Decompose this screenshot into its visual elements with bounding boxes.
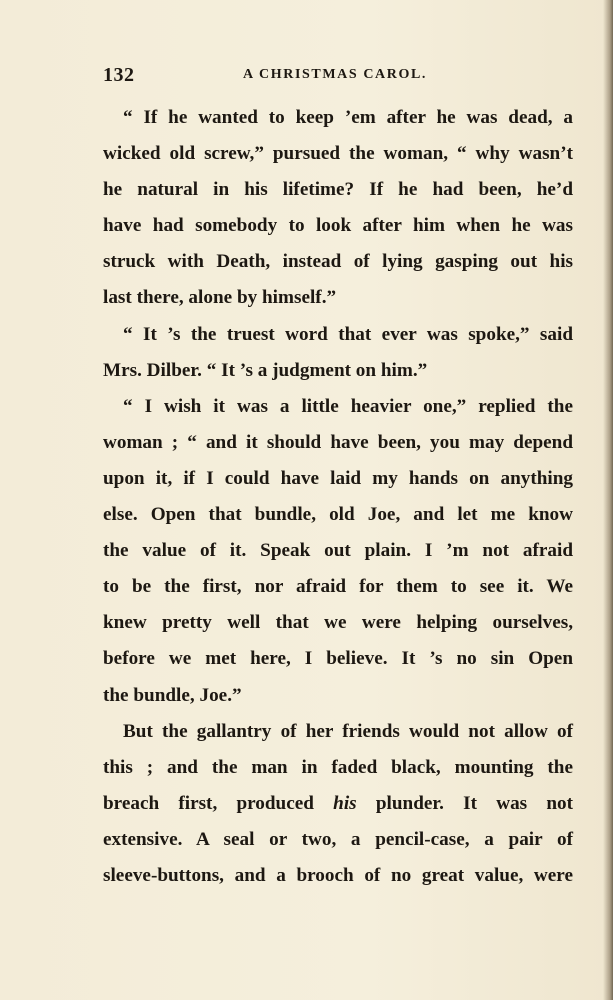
text-line: extensive. A seal or two, a pencil-case, a pair of <box>103 828 573 850</box>
text-line: to be the first, nor afraid for them to see it. We <box>103 576 573 598</box>
text-line: knew pretty well that we were helping ourselves, <box>103 612 573 634</box>
text-line: the value of it. Speak out plain. I ’m not afraid <box>103 540 573 562</box>
emphasis-text: his <box>333 792 357 814</box>
text-line <box>103 786 573 822</box>
text-line: else. Open that bundle, old Joe, and let me know <box>103 504 573 526</box>
text-line: last there, alone by himself.” <box>103 287 337 309</box>
text-line: this ; and the man in faded black, mounting the <box>103 756 573 778</box>
body-text <box>103 100 573 894</box>
text-segment: plunder. It was not <box>356 792 573 814</box>
text-line: wicked old screw,” pursued the woman, “ why wasn’t <box>103 143 573 165</box>
text-line: “ I wish it was a little heavier one,” replied the <box>123 395 573 417</box>
text-segment: breach first, produced <box>103 792 334 814</box>
text-line: he natural in his lifetime? If he had been, he’d <box>103 179 573 201</box>
text-line: But the gallantry of her friends would not allow of <box>123 720 573 742</box>
text-line: “ If he wanted to keep ’em after he was dead, a <box>123 107 573 128</box>
running-title: A CHRISTMAS CAROL. <box>243 67 427 82</box>
page-edge-shadow <box>603 0 613 1000</box>
text-line: before we met here, I believe. It ’s no sin Open <box>103 648 573 670</box>
page-header <box>103 64 573 88</box>
text-line: “ It ’s the truest word that ever was spoke,” said <box>123 323 573 345</box>
text-line: upon it, if I could have laid my hands on anything <box>103 467 573 489</box>
text-line: the bundle, Joe.” <box>103 684 242 706</box>
text-line: woman ; “ and it should have been, you may depend <box>103 431 573 453</box>
text-line: Mrs. Dilber. “ It ’s a judgment on him.” <box>103 359 428 381</box>
page-number: 132 <box>103 64 135 86</box>
text-line: sleeve-buttons, and a brooch of no great value, were <box>103 864 573 886</box>
text-line: have had somebody to look after him when he was <box>103 215 573 237</box>
text-line: struck with Death, instead of lying gasping out his <box>103 251 573 273</box>
